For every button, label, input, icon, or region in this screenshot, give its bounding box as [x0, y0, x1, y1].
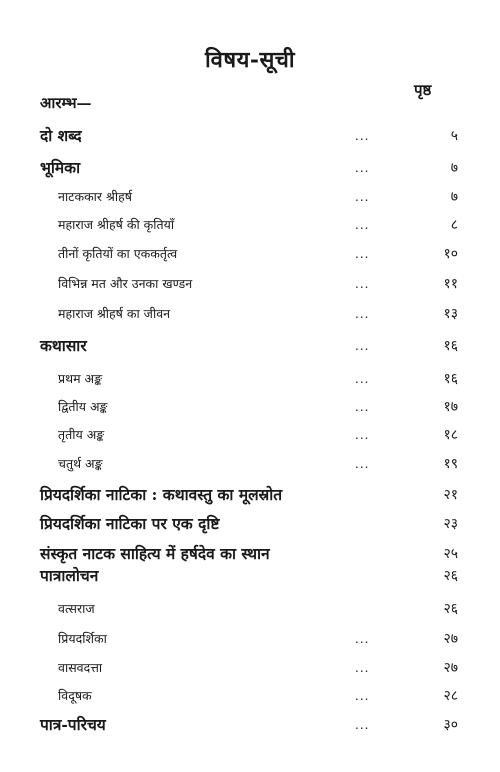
entry-label: तृतीय अङ्क — [58, 427, 105, 442]
toc-entry — [0, 597, 500, 621]
entry-label: भूमिका — [40, 158, 81, 177]
entry-page-number: १७ — [443, 399, 458, 415]
toc-entry — [0, 302, 500, 326]
entry-label: प्रथम अङ्क — [58, 371, 103, 386]
toc-entry — [0, 684, 500, 708]
toc-entry — [0, 367, 500, 391]
entry-label: प्रियदर्शिका — [58, 631, 107, 646]
leader-dots: ... — [355, 277, 370, 291]
leader-dots: ... — [355, 428, 370, 442]
entry-label: वत्सराज — [58, 601, 95, 616]
leader-dots: ... — [355, 400, 370, 414]
toc-entry — [0, 213, 500, 237]
entry-label: पात्र-परिचय — [40, 715, 106, 734]
entry-page-number: ५ — [450, 128, 458, 144]
toc-entry — [0, 713, 500, 737]
entry-page-number: ७ — [450, 160, 458, 176]
leader-dots: ... — [355, 718, 370, 732]
entry-page-number: २७ — [443, 631, 458, 647]
leader-dots: ... — [355, 161, 370, 175]
entry-label: दो शब्द — [40, 126, 82, 145]
entry-label: विदूषक — [58, 688, 92, 703]
entry-page-number: ११ — [443, 276, 458, 292]
leader-dots: ... — [355, 632, 370, 646]
toc-entry — [0, 156, 500, 180]
entry-label: आरम्भ— — [40, 94, 92, 112]
leader-dots: ... — [355, 339, 370, 353]
entry-page-number: २७ — [443, 660, 458, 676]
entry-label: पात्रालोचन — [40, 566, 99, 585]
toc-entry — [0, 334, 500, 358]
entry-label: महाराज श्रीहर्ष की कृतियाँ — [58, 217, 175, 232]
entry-label: कथासार — [40, 336, 87, 355]
entry-label: प्रियदर्शिका नाटिका : कथावस्तु का मूलस्रोत — [40, 485, 283, 504]
leader-dots: ... — [355, 457, 370, 471]
toc-entry — [0, 452, 500, 476]
leader-dots: ... — [355, 372, 370, 386]
entry-label: द्वितीय अङ्क — [58, 399, 108, 414]
toc-entry — [0, 656, 500, 680]
entry-label: वासवदत्ता — [58, 660, 103, 675]
entry-page-number: २६ — [443, 568, 458, 584]
leader-dots: ... — [355, 307, 370, 321]
toc-entry — [0, 272, 500, 296]
toc-entry — [0, 91, 500, 115]
leader-dots: ... — [355, 247, 370, 261]
page-column-header: पृष्ठ — [414, 81, 432, 99]
entry-page-number: १९ — [443, 456, 458, 472]
entry-page-number: १० — [443, 246, 458, 262]
entry-page-number: ८ — [450, 217, 458, 233]
toc-entry — [0, 185, 500, 209]
entry-label: नाटककार श्रीहर्ष — [58, 189, 132, 204]
entry-label: संस्कृत नाटक साहित्य में हर्षदेव का स्थान — [40, 544, 270, 563]
leader-dots: ... — [355, 661, 370, 675]
leader-dots: ... — [355, 190, 370, 204]
entry-label: तीनों कृतियों का एककर्तृत्व — [58, 246, 178, 261]
entry-page-number: २१ — [443, 487, 458, 503]
entry-page-number: २६ — [443, 601, 458, 617]
toc-entry — [0, 242, 500, 266]
entry-page-number: १८ — [443, 427, 458, 443]
entry-page-number: १३ — [443, 306, 458, 322]
entry-page-number: ३० — [443, 717, 458, 733]
entry-page-number: १६ — [443, 338, 458, 354]
entry-page-number: २५ — [443, 546, 458, 562]
entry-label: चतुर्थ अङ्क — [58, 456, 103, 471]
toc-entry — [0, 483, 500, 507]
entry-page-number: १६ — [443, 371, 458, 387]
entry-page-number: २३ — [443, 516, 458, 532]
toc-entry — [0, 564, 500, 588]
toc-entry — [0, 423, 500, 447]
entry-page-number: ७ — [450, 189, 458, 205]
entry-label: महाराज श्रीहर्ष का जीवन — [58, 306, 171, 321]
leader-dots: ... — [355, 129, 370, 143]
entry-label: विभिन्न मत और उनका खण्डन — [58, 276, 193, 291]
entry-label: प्रियदर्शिका नाटिका पर एक दृष्टि — [40, 514, 220, 533]
toc-entry — [0, 627, 500, 651]
page-title: विषय-सूची — [204, 47, 296, 73]
toc-entry — [0, 512, 500, 536]
entry-page-number: २८ — [443, 688, 458, 704]
toc-entry — [0, 542, 500, 566]
leader-dots: ... — [355, 689, 370, 703]
toc-entry — [0, 124, 500, 148]
leader-dots: ... — [355, 218, 370, 232]
toc-entry — [0, 395, 500, 419]
